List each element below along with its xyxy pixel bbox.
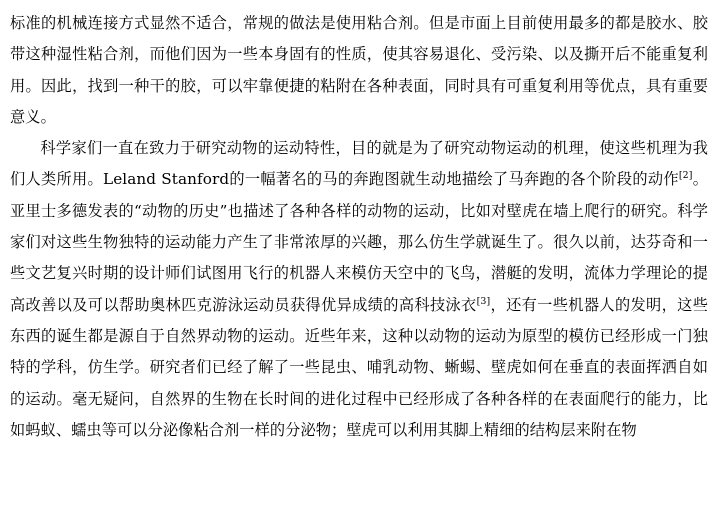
footnote-reference: [3] — [476, 295, 491, 307]
text-run: 标准的机械连接方式显然不适合，常规的做法是使用粘合剂。但是市面上目前使用最多的都是胶水、胶带这种湿性粘合剂，而他们因为一些本身固有的性质，使其容易退化、受污染、以及撕开后不能重复利用。因此，找到一种干的胶，可以牢靠便捷的粘附在各种表面，同时具有可重复利用等优点，具有重要意义。 — [10, 14, 708, 126]
paragraph-1 — [10, 8, 708, 133]
proper-name: Leland Stanford — [103, 170, 230, 189]
document-body — [10, 8, 708, 446]
text-run: 科学家们一直在致力于研究动物的运动特性，目的就是为了研究动物运动的机理，使这些机理为我们人类所用。 — [10, 139, 708, 189]
text-run: 的一幅著名的马的奔跑图就生动地描绘了马奔跑的各个阶段的动作 — [229, 170, 679, 189]
paragraph-2 — [10, 133, 708, 446]
text-run: 。亚里士多德发表的“动物的历史”也描述了各种各样的动物的运动，比如对壁虎在墙上爬行的研究。科学家们对这些生物独特的运动能力产生了非常浓厚的兴趣，那么仿生学就诞生了。很久以前，达芬奇和一些文艺复兴时期的设计师们试图用飞行的机器人来模仿天空中的飞鸟，潜艇的发明，流体力学理论的提高改善以及可以帮助奥林匹克游泳运动员获得优异成绩的高科技泳衣 — [10, 170, 708, 314]
footnote-reference: [2] — [678, 170, 693, 182]
text-run: ，还有一些机器人的发明，这些东西的诞生都是源自于自然界动物的运动。近些年来，这种以动物的运动为原型的模仿已经形成一门独特的学科，仿生学。研究者们已经了解了一些昆虫、哺乳动物、蜥蜴、壁虎如何在垂直的表面挥洒自如的运动。毫无疑问，自然界的生物在长时间的进化过程中已经形成了各种各样的在表面爬行的能力，比如蚂蚁、蠕虫等可以分泌像粘合剂一样的分泌物；壁虎可以利用其脚上精细的结构层来附在物 — [10, 295, 709, 439]
